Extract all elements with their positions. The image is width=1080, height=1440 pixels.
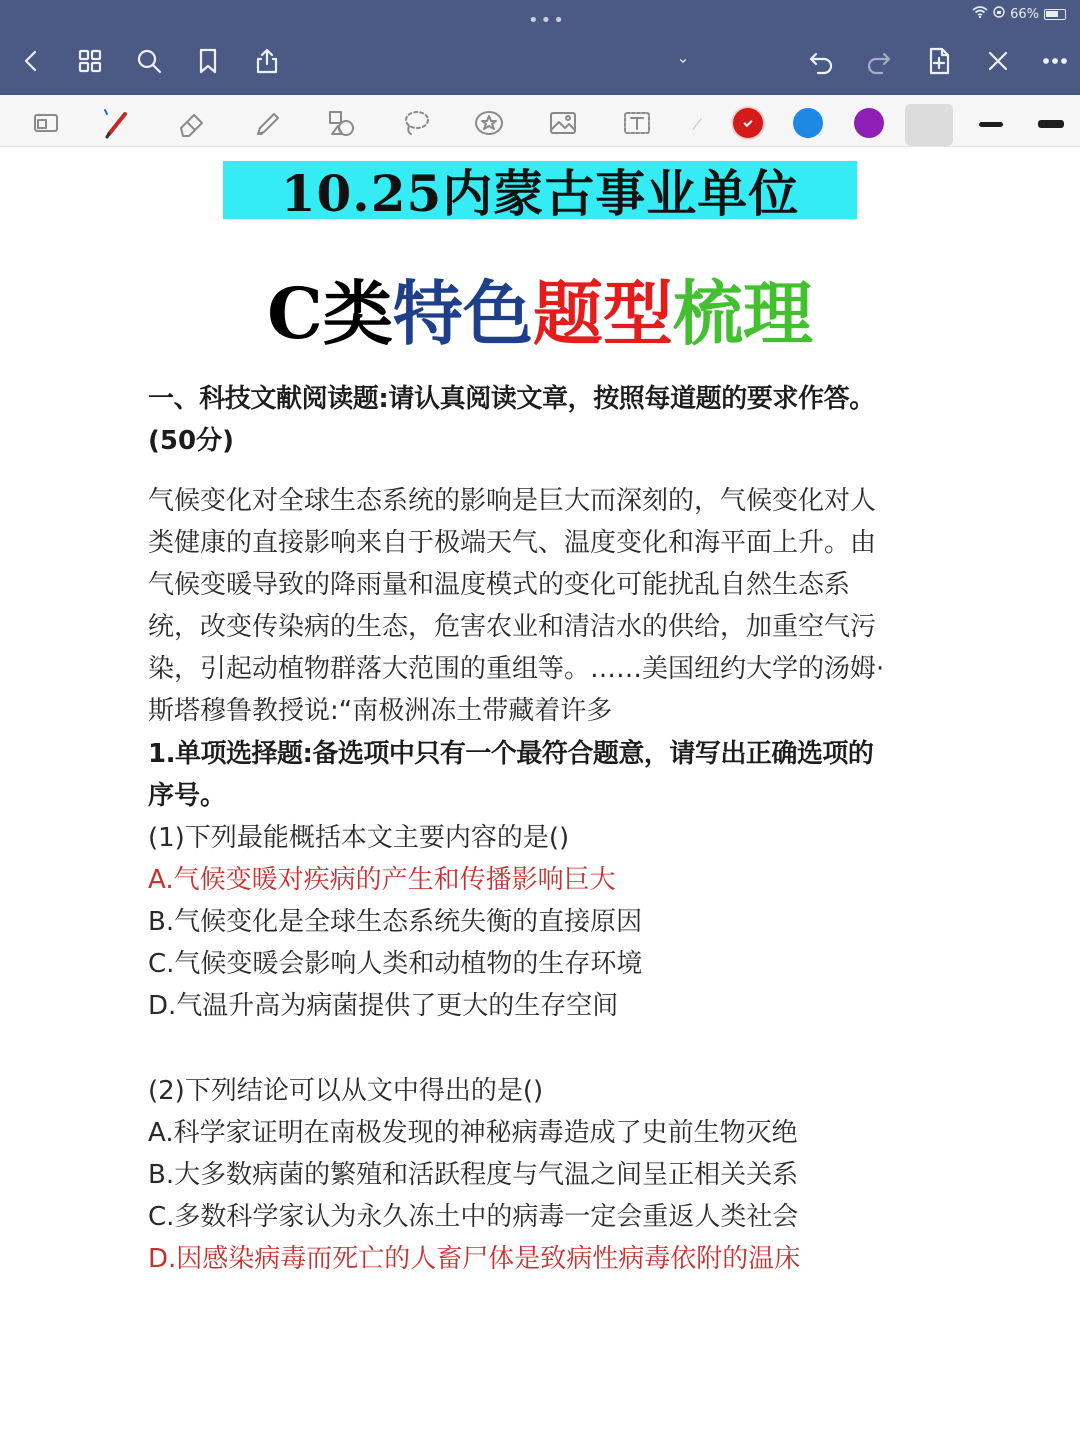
color-purple-swatch[interactable] [854,108,884,138]
section-heading [148,378,948,462]
grid-view-icon[interactable] [73,44,107,78]
highlighter-icon[interactable] [247,103,287,143]
headline [0,272,1080,356]
section-score: (50分) [148,426,234,456]
section-heading-line: 一、科技文献阅读题:请认真阅读文章，按照每道题的要求作答。 [148,384,875,414]
question-type-line: 1.单项选择题:备选项中只有一个最符合题意，请写出正确选项的 [148,739,874,769]
option-c: C.多数科学家认为永久冻土中的病毒一定会重返人类社会 [148,1202,799,1232]
option-b: B.大多数病菌的繁殖和活跃程度与气温之间呈正相关关系 [148,1160,799,1190]
lasso-icon[interactable] [396,103,436,143]
color-blue-swatch[interactable] [793,108,823,138]
bookmark-icon[interactable] [191,44,225,78]
question-2 [148,1070,948,1280]
headline-part-3: 题型 [532,272,673,355]
selected-check-icon [743,118,752,127]
more-icon[interactable] [1038,44,1072,78]
image-icon[interactable] [543,103,583,143]
close-icon[interactable] [981,44,1015,78]
share-icon[interactable] [250,44,284,78]
option-a-correct: A.气候变暖对疾病的产生和传播影响巨大 [148,865,616,895]
sticker-icon[interactable] [469,103,509,143]
text-box-icon[interactable] [617,103,657,143]
chevron-down-icon[interactable] [668,44,698,78]
question-stem: (2)下列结论可以从文中得出的是() [148,1076,544,1106]
read-mode-icon[interactable] [26,103,66,143]
stroke-selection-highlight [905,104,953,146]
add-page-icon[interactable] [922,44,956,78]
option-c: C.气候变暖会影响人类和动植物的生存环境 [148,949,643,979]
passage-line: 类健康的直接影响来自于极端天气、温度变化和海平面上升。由 [148,528,877,558]
battery-icon [1044,9,1066,20]
app-top-bar [0,0,1080,95]
passage-line: 染，引起动植物群落大范围的重组等。……美国纽约大学的汤姆· [148,654,885,684]
option-d: D.气温升高为病菌提供了更大的生存空间 [148,991,619,1021]
option-d-correct: D.因感染病毒而死亡的人畜尸体是致病性病毒依附的温床 [148,1244,801,1274]
multitask-dots[interactable]: ••• [528,10,566,31]
option-b: B.气候变化是全球生态系统失衡的直接原因 [148,907,643,937]
search-icon[interactable] [132,44,166,78]
battery-percent: 66% [1010,6,1039,22]
headline-part-1: C类 [267,272,393,355]
stroke-medium-option[interactable] [979,122,1003,127]
undo-icon[interactable] [804,44,838,78]
orientation-lock-icon [993,6,1005,22]
stroke-thick-option[interactable] [1038,120,1064,128]
shape-tool-icon[interactable] [321,103,361,143]
question-type-heading [148,733,948,817]
laser-pointer-icon[interactable] [684,103,710,143]
back-icon[interactable] [14,44,48,78]
headline-part-2: 特色 [392,272,533,355]
passage-line: 统，改变传染病的生态，危害农业和清洁水的供给，加重空气污 [148,612,877,642]
passage [148,480,948,732]
question-stem: (1)下列最能概括本文主要内容的是() [148,823,570,853]
exam-title-banner: 10.25内蒙古事业单位 [223,161,857,219]
status-bar-right [972,6,1066,22]
passage-line: 气候变暖导致的降雨量和温度模式的变化可能扰乱自然生态系 [148,570,851,600]
eraser-icon[interactable] [172,103,212,143]
passage-line: 斯塔穆鲁教授说:“南极洲冻土带藏着许多 [148,696,613,726]
redo-icon[interactable] [862,44,896,78]
question-type-line: 序号。 [148,781,227,811]
headline-part-4: 梳理 [672,272,813,355]
pen-tool-icon[interactable] [98,103,138,143]
color-red-swatch[interactable] [733,108,763,138]
wifi-icon [972,6,988,22]
question-1 [148,817,948,1027]
passage-line: 气候变化对全球生态系统的影响是巨大而深刻的，气候变化对人 [148,486,877,516]
option-a: A.科学家证明在南极发现的神秘病毒造成了史前生物灭绝 [148,1118,798,1148]
